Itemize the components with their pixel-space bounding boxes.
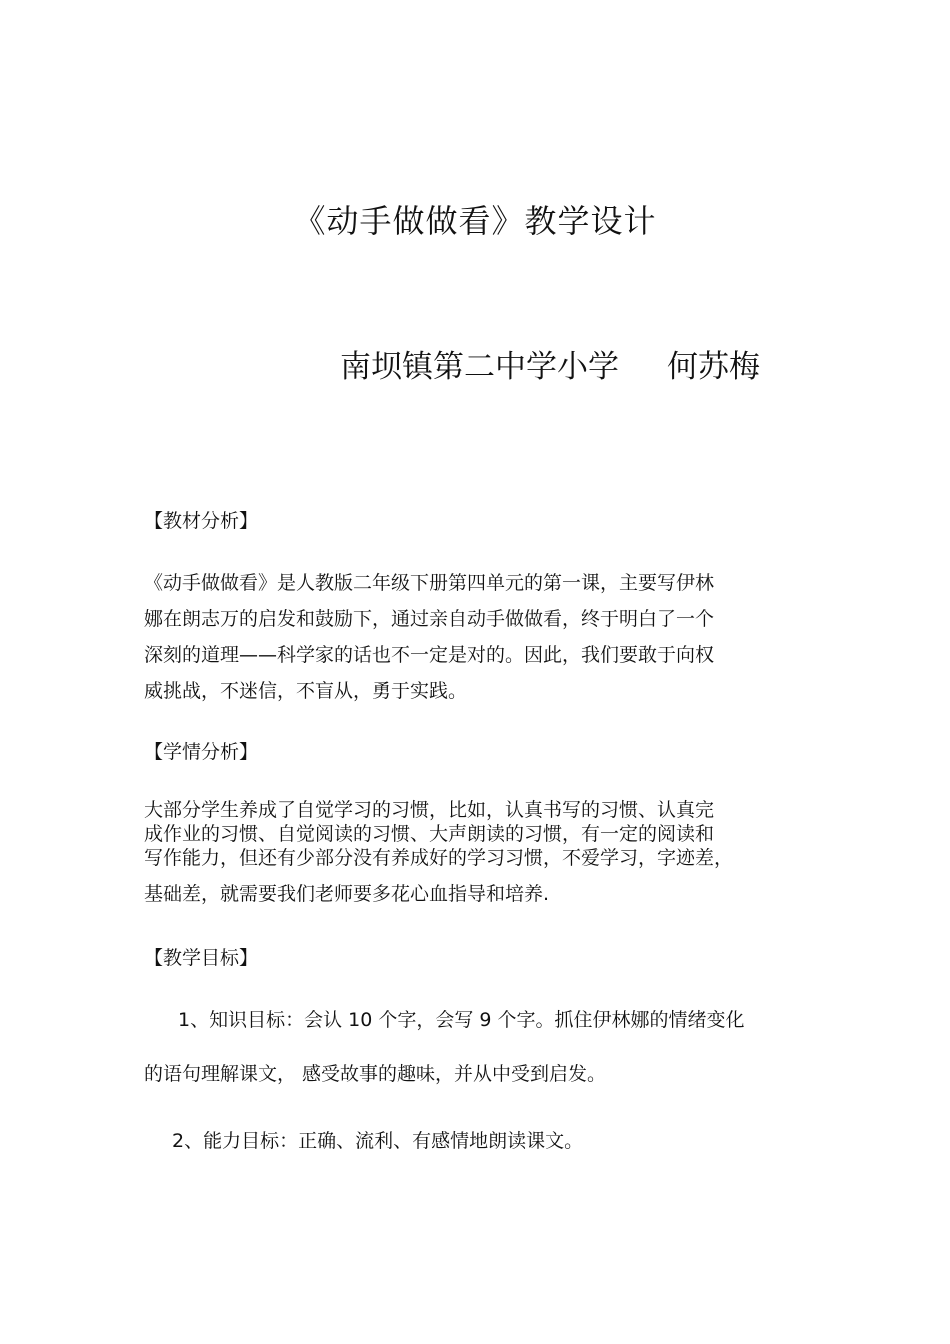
section-heading-teaching-goals: 【教学目标】 xyxy=(144,947,259,969)
author-line xyxy=(340,345,760,389)
paragraph-textbook-analysis xyxy=(144,565,809,709)
goal-line: 的语句理解课文， 感受故事的趣味，并从中受到启发。 xyxy=(144,1063,607,1085)
goal-line: 1、知识目标：会认 10 个字，会写 9 个字。抓住伊林娜的情绪变化 xyxy=(178,1009,745,1031)
section-heading-textbook-analysis: 【教材分析】 xyxy=(144,510,259,532)
paragraph-line: 基础差，就需要我们老师要多花心血指导和培养. xyxy=(144,883,550,905)
goal-ability xyxy=(144,1123,809,1159)
author-school: 南坝镇第二中学小学 xyxy=(340,349,619,385)
paragraph-line: 威挑战，不迷信，不盲从，勇于实践。 xyxy=(144,680,468,702)
paragraph-student-analysis xyxy=(144,798,809,906)
paragraph-line: 深刻的道理——科学家的话也不一定是对的。因此，我们要敢于向权 xyxy=(144,644,715,666)
author-name: 何苏梅 xyxy=(667,349,760,385)
paragraph-line: 《动手做做看》是人教版二年级下册第四单元的第一课，主要写伊林 xyxy=(144,572,715,594)
goal-line: 2、能力目标：正确、流利、有感情地朗读课文。 xyxy=(172,1130,584,1152)
paragraph-line: 大部分学生养成了自觉学习的习惯，比如，认真书写的习惯、认真完 xyxy=(144,799,715,821)
document-title: 《动手做做看》教学设计 xyxy=(293,202,657,240)
paragraph-line: 写作能力，但还有少部分没有养成好的学习习惯，不爱学习，字迹差， xyxy=(144,847,734,869)
paragraph-line: 成作业的习惯、自觉阅读的习惯、大声朗读的习惯，有一定的阅读和 xyxy=(144,823,715,845)
section-heading-student-analysis: 【学情分析】 xyxy=(144,741,259,763)
paragraph-line: 娜在朗志万的启发和鼓励下，通过亲自动手做做看，终于明白了一个 xyxy=(144,608,715,630)
goal-knowledge xyxy=(144,1002,809,1092)
